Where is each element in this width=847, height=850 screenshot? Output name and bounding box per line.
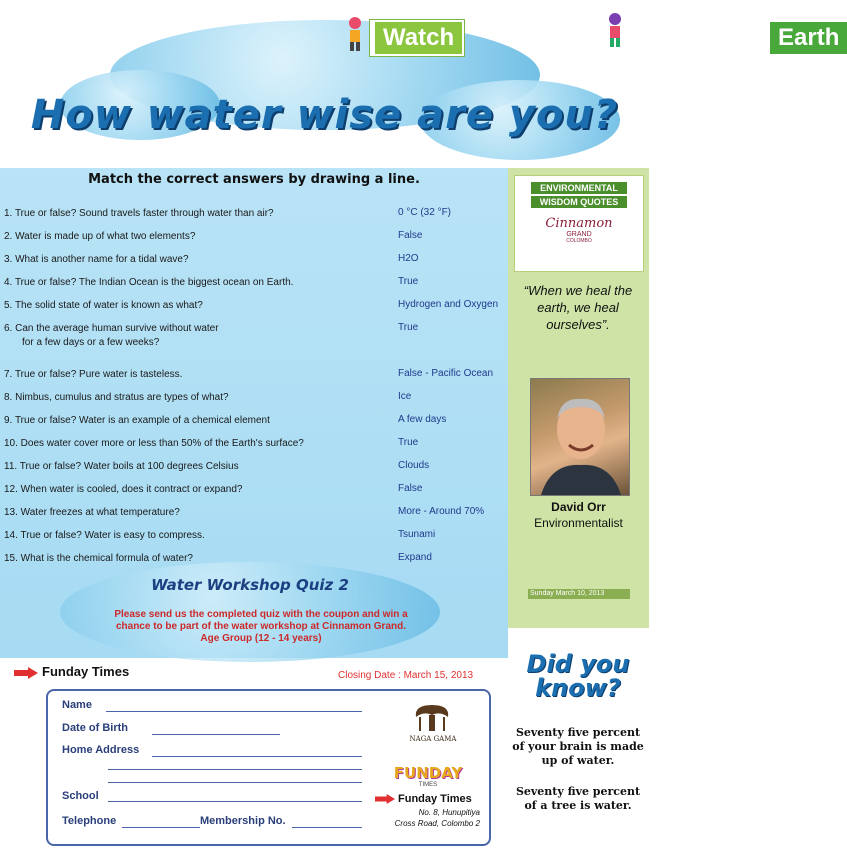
name-label: Name [62, 699, 92, 711]
funday-logo: FUNDAY [393, 764, 463, 782]
tree-logo-icon [410, 699, 454, 733]
question: 15. What is the chemical formula of water? [4, 553, 193, 564]
arrow-icon [14, 666, 38, 684]
question: 8. Nimbus, cumulus and stratus are types of what? [4, 392, 229, 403]
question: 7. True or false? Pure water is tasteless. [4, 369, 183, 380]
school-field[interactable] [108, 801, 362, 802]
answer: False [398, 230, 423, 241]
sponsor-city: COLOMBO [566, 238, 592, 244]
question: 3. What is another name for a tidal wave? [4, 254, 189, 265]
kid-icon [345, 16, 365, 52]
sponsor-name: Cinnamon [545, 216, 613, 231]
person-photo [530, 378, 630, 496]
logo-line2: WISDOM QUOTES [531, 196, 627, 208]
answer: Expand [398, 552, 432, 563]
issue-date: Sunday March 10, 2013 [528, 589, 630, 599]
wisdom-quotes-logo [514, 175, 644, 272]
question: 2. Water is made up of what two elements? [4, 231, 196, 242]
answer: A few days [398, 414, 447, 425]
answer: 0 °C (32 °F) [398, 207, 452, 218]
membership-label: Membership No. [200, 815, 286, 827]
workshop-text: Please send us the completed quiz with the coupon and win a chance to be part of the water workshop at Cinnamon Grand. Age Group (12 - 14 years) [114, 609, 408, 644]
address-title: Funday Times [398, 793, 472, 805]
school-label: School [62, 790, 99, 802]
answer: H2O [398, 253, 419, 264]
dob-label: Date of Birth [62, 722, 128, 734]
answer: False - Pacific Ocean [398, 368, 494, 379]
question-continued: for a few days or a few weeks? [22, 337, 160, 348]
answer: Tsunami [398, 529, 436, 540]
address-field-line3[interactable] [108, 782, 362, 783]
address-label: Home Address [62, 744, 140, 756]
portrait-image [531, 379, 629, 495]
person-role: Environmentalist [534, 516, 623, 530]
answer: True [398, 437, 419, 448]
answer: True [398, 276, 419, 287]
address-field[interactable] [152, 756, 362, 757]
funday-logo-sub: TIMES [418, 782, 438, 788]
workshop-title: Water Workshop Quiz 2 [151, 576, 349, 594]
did-you-know-title [512, 652, 644, 700]
name-field[interactable] [106, 711, 362, 712]
question: 9. True or false? Water is an example of a chemical element [4, 415, 270, 426]
address-line1: No. 8, Hunupitiya [418, 808, 480, 817]
telephone-label: Telephone [62, 815, 117, 827]
closing-date: Closing Date : March 15, 2013 [338, 670, 474, 681]
entry-coupon [46, 689, 491, 846]
person-name: David Orr [551, 500, 606, 514]
question: 10. Does water cover more or less than 50% of the Earth's surface? [4, 438, 304, 449]
answer: Clouds [398, 460, 430, 471]
question: 14. True or false? Water is easy to compress. [4, 530, 205, 541]
question: 12. When water is cooled, does it contract or expand? [4, 484, 243, 495]
header [0, 0, 649, 168]
kid-icon [605, 12, 625, 48]
quiz-instruction: Match the correct answers by drawing a line. [88, 172, 420, 187]
brand-part1: Earth [770, 22, 847, 54]
dob-field[interactable] [152, 734, 280, 735]
question: 5. The solid state of water is known as what? [4, 300, 203, 311]
question: 1. True or false? Sound travels faster through water than air? [4, 208, 274, 219]
did-you-know-line1: Did you [526, 650, 630, 678]
membership-field[interactable] [292, 827, 362, 828]
answer: Hydrogen and Oxygen [398, 299, 499, 310]
logo-line1: ENVIRONMENTAL [531, 182, 627, 194]
address-line2: Cross Road, Colombo 2 [394, 819, 480, 828]
nagagama-logo-text: NAGA GAMA [409, 735, 457, 743]
question: 4. True or false? The Indian Ocean is the biggest ocean on Earth. [4, 277, 294, 288]
question: 13. Water freezes at what temperature? [4, 507, 180, 518]
arrow-icon [374, 794, 396, 804]
quote-text: “When we heal the earth, we heal ourselves”. [523, 283, 633, 332]
answer: True [398, 322, 419, 333]
telephone-field[interactable] [122, 827, 200, 828]
fact: Seventy five percent of your brain is made up of water. [512, 726, 644, 767]
brand-part2: Watch [372, 22, 462, 54]
question: 11. True or false? Water boils at 100 degrees Celsius [4, 461, 239, 472]
answer: Ice [398, 391, 412, 402]
page-title: How water wise are you? [30, 92, 619, 138]
sponsor-sub: GRAND [566, 231, 592, 238]
fact: Seventy five percent of a tree is water. [515, 785, 641, 812]
did-you-know-line2: know? [535, 674, 621, 702]
answer: False [398, 483, 423, 494]
answer: More - Around 70% [398, 506, 485, 517]
address-field-line2[interactable] [108, 769, 362, 770]
funday-times-label: Funday Times [42, 664, 130, 679]
question: 6. Can the average human survive without water [4, 323, 219, 334]
earthwatch-logo [370, 20, 840, 56]
